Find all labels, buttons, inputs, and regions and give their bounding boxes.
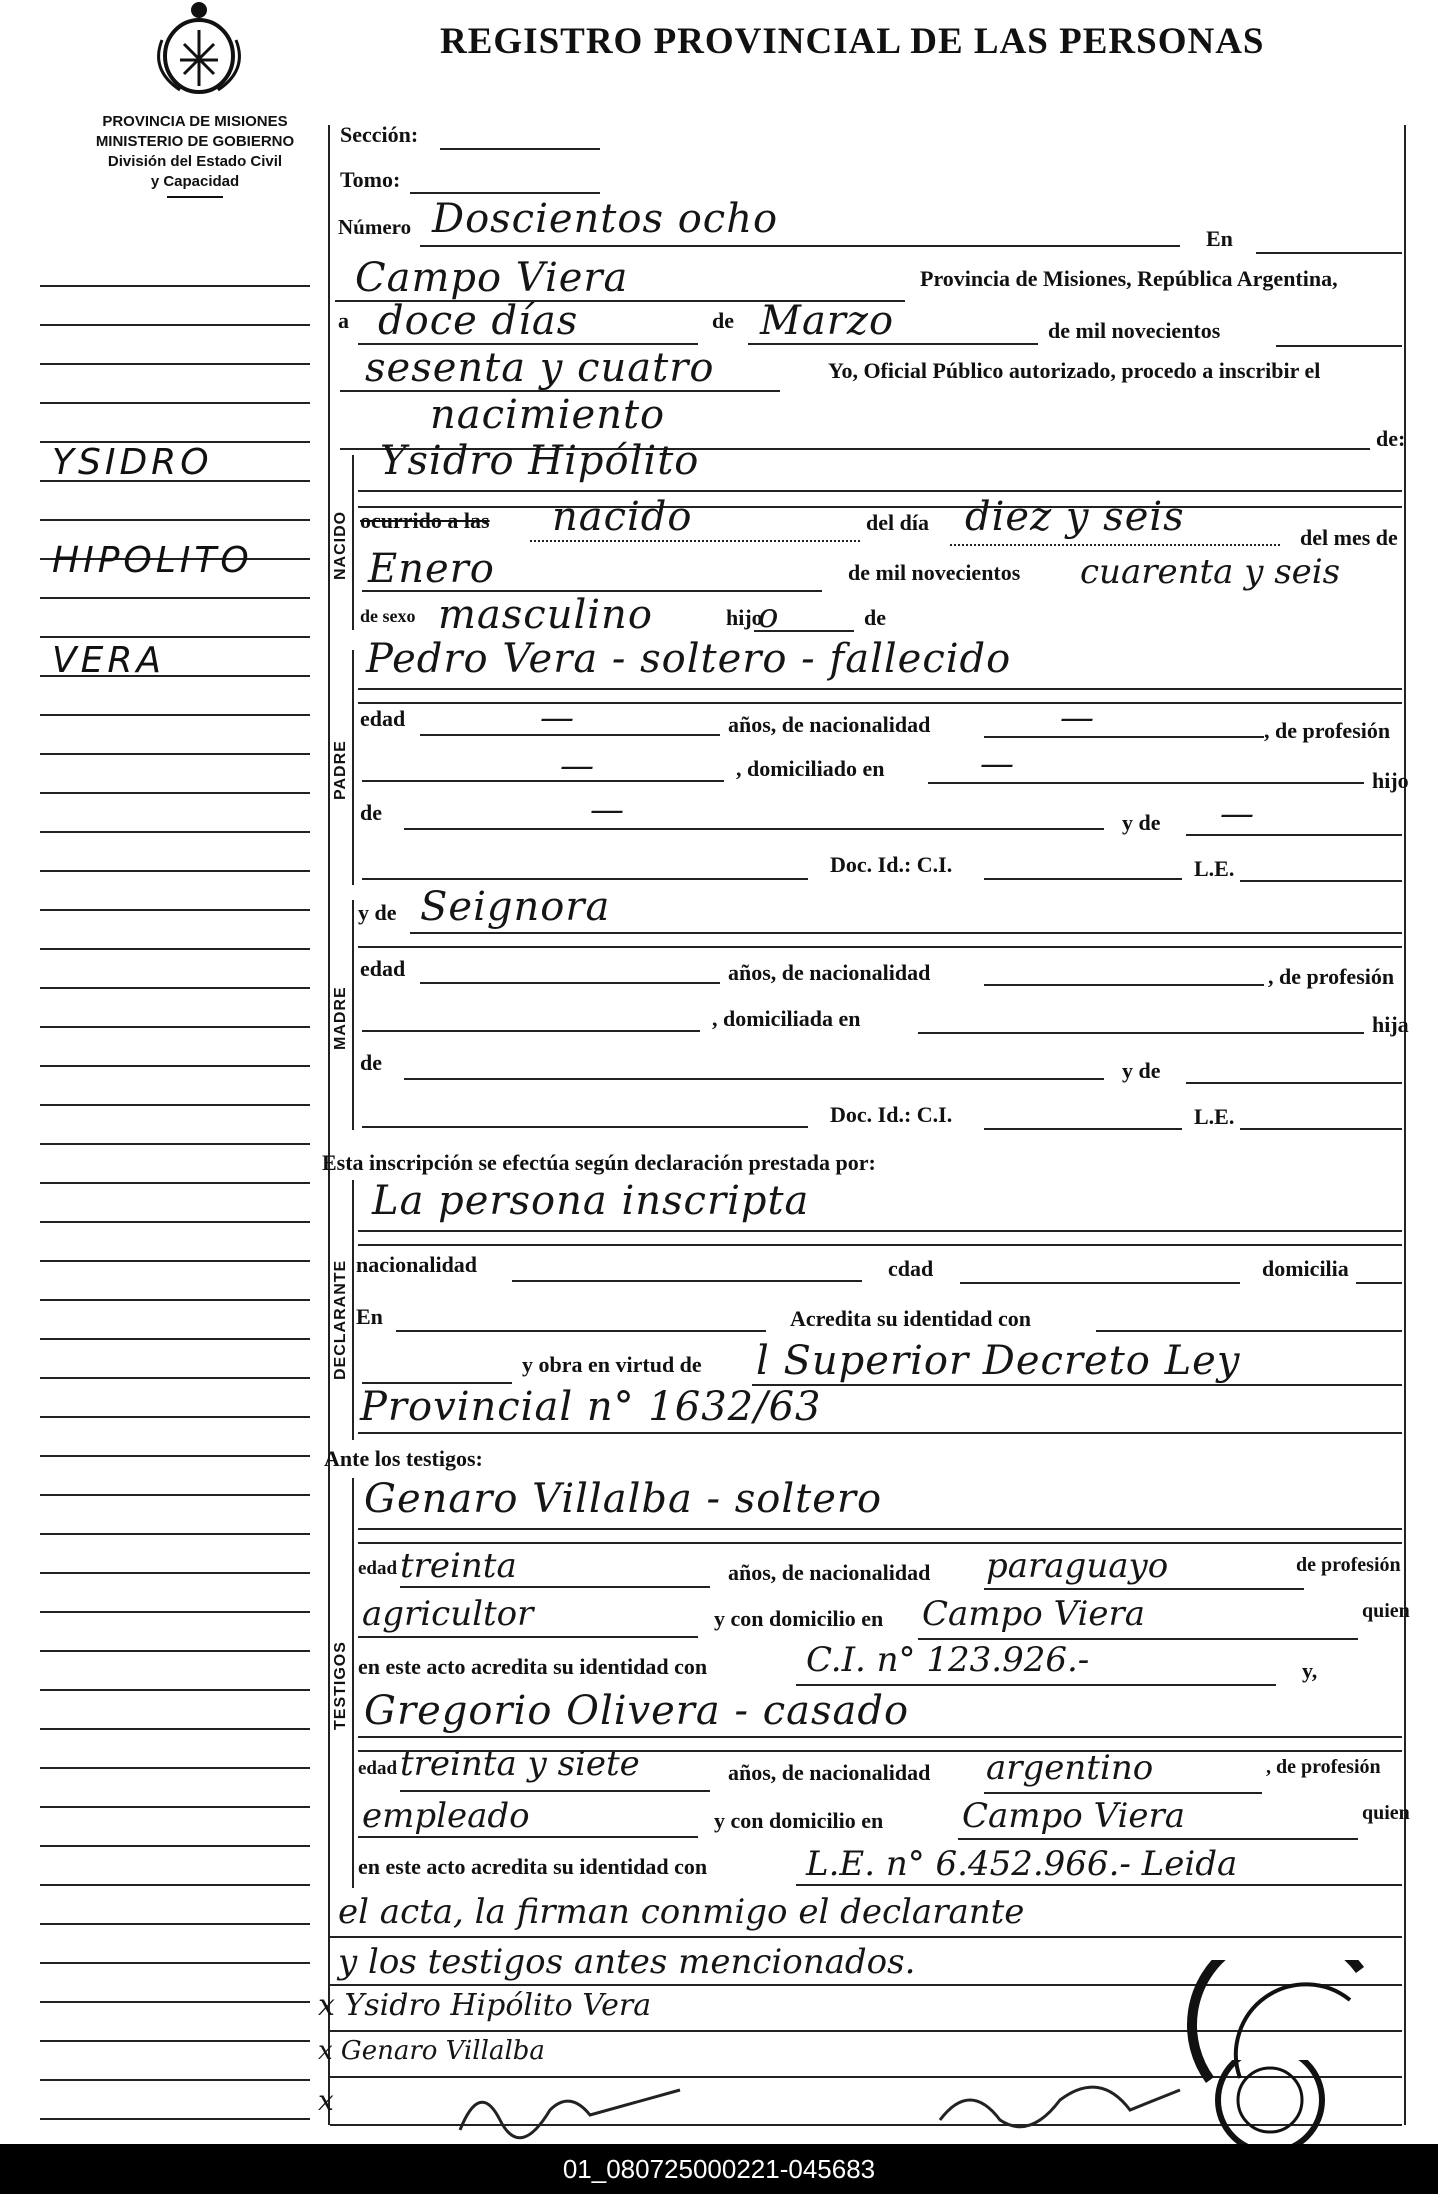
margin-rule-line bbox=[40, 1689, 310, 1691]
con-domicilio-t2-label: y con domicilio en bbox=[714, 1808, 884, 1833]
margin-rule-line bbox=[40, 1884, 310, 1886]
acto-value: nacimiento bbox=[430, 392, 666, 438]
margin-rule-line bbox=[40, 1182, 310, 1184]
le-label: L.E. bbox=[1194, 856, 1235, 881]
en-label: En bbox=[1206, 226, 1233, 251]
y-de-label: y de bbox=[1122, 810, 1161, 835]
t1-nac-value: paraguayo bbox=[986, 1546, 1169, 1586]
margin-rule-line bbox=[40, 597, 310, 599]
margin-rule-line bbox=[40, 2040, 310, 2042]
firma-declarante: x Ysidro Hipólito Vera bbox=[318, 1988, 652, 2023]
mes-line bbox=[748, 343, 1038, 345]
margin-rule-line bbox=[40, 1806, 310, 1808]
margin-rule-line bbox=[40, 1338, 310, 1340]
nombre-value: Ysidro Hipólito bbox=[380, 438, 700, 484]
hija-label: hija bbox=[1372, 1012, 1409, 1037]
numero-value: Doscientos ocho bbox=[432, 196, 779, 242]
testigo-2-line bbox=[358, 1736, 1402, 1738]
frame-left-line bbox=[328, 125, 330, 2125]
margin-rule-line bbox=[40, 1494, 310, 1496]
dash-mark: — bbox=[560, 746, 594, 786]
nacionalidad-label: nacionalidad bbox=[356, 1252, 478, 1277]
de-colon-label: de: bbox=[1376, 426, 1406, 451]
margin-rule-line bbox=[40, 870, 310, 872]
declarante-value: La persona inscripta bbox=[372, 1178, 810, 1224]
nombre-line-2 bbox=[358, 506, 1402, 508]
provincia-label: Provincia de Misiones, República Argentina, bbox=[920, 266, 1338, 291]
nacido-section-label: NACIDO bbox=[332, 510, 349, 580]
esta-inscripcion-label: Esta inscripción se efectúa según declaración prestada por: bbox=[322, 1150, 876, 1175]
margin-rule-line bbox=[40, 636, 310, 638]
nacionalidad-line bbox=[512, 1280, 862, 1282]
de-madre-label: de bbox=[360, 1050, 382, 1075]
de-label: de bbox=[712, 308, 734, 333]
lugar-value: Campo Viera bbox=[355, 255, 629, 301]
hora-value: nacido bbox=[552, 494, 693, 540]
anos-nac-label: años, de nacionalidad bbox=[728, 712, 931, 737]
document-title: REGISTRO PROVINCIAL DE LAS PERSONAS bbox=[440, 21, 1265, 62]
madre-line-2 bbox=[358, 946, 1402, 948]
margin-rule-line bbox=[40, 1299, 310, 1301]
profesion-madre-line bbox=[362, 1030, 700, 1032]
prof-t1-line bbox=[358, 1636, 698, 1638]
profesion-t2-label: , de profesión bbox=[1266, 1756, 1381, 1778]
seccion-line bbox=[440, 148, 600, 150]
issuing-agency bbox=[60, 112, 330, 198]
ante-testigos-label: Ante los testigos: bbox=[324, 1446, 483, 1471]
agency-line: y Capacidad bbox=[150, 173, 240, 190]
margin-rule-line bbox=[40, 324, 310, 326]
cdad-line bbox=[960, 1282, 1240, 1284]
profesion-t1-label: de profesión bbox=[1296, 1554, 1401, 1576]
en-line bbox=[1256, 252, 1402, 254]
y-de-madre-label: y de bbox=[358, 900, 397, 925]
del-mes-label: del mes de bbox=[1300, 525, 1398, 550]
hijo-value: o bbox=[758, 596, 779, 636]
acredita-label: Acredita su identidad con bbox=[790, 1306, 1032, 1331]
dia-value: doce días bbox=[378, 298, 579, 344]
y-de-madre-line bbox=[1186, 1082, 1402, 1084]
margin-name-1: YSIDRO bbox=[52, 442, 213, 483]
de-padre-line bbox=[404, 828, 1104, 830]
de-madre-line bbox=[404, 1078, 1104, 1080]
divider bbox=[167, 196, 223, 198]
decreto-2-line bbox=[358, 1432, 1402, 1434]
margin-rule-line bbox=[40, 753, 310, 755]
madre-value: Seignora bbox=[420, 884, 611, 930]
con-domicilio-t1-label: y con domicilio en bbox=[714, 1606, 884, 1631]
t1-doc-value: C.I. n° 123.926.- bbox=[806, 1640, 1090, 1680]
quien-t2-label: quien bbox=[1362, 1802, 1410, 1824]
anio-value: sesenta y cuatro bbox=[365, 345, 715, 391]
edad-t2-line bbox=[400, 1790, 710, 1792]
agency-line: División del Estado Civil bbox=[107, 153, 283, 170]
declarante-line bbox=[358, 1230, 1402, 1232]
declarante-bracket bbox=[352, 1180, 354, 1440]
doc-id-label: Doc. Id.: C.I. bbox=[830, 852, 953, 877]
acredita-t2-label: en este acto acredita su identidad con bbox=[358, 1854, 708, 1879]
margin-rule-line bbox=[40, 1377, 310, 1379]
edad-label: edad bbox=[360, 706, 406, 731]
margin-rule-line bbox=[40, 987, 310, 989]
margin-rule-line bbox=[40, 2079, 310, 2081]
ci-madre-line bbox=[984, 1128, 1182, 1130]
le-madre-line bbox=[1240, 1128, 1402, 1130]
margin-rule-line bbox=[40, 1026, 310, 1028]
margin-rule-line bbox=[40, 792, 310, 794]
cierre-1: el acta, la firman conmigo el declarante bbox=[338, 1892, 1025, 1932]
dash-mark: — bbox=[980, 744, 1014, 784]
margin-rule-line bbox=[40, 285, 310, 287]
tomo-line bbox=[410, 192, 600, 194]
y-de-madre-2-label: y de bbox=[1122, 1058, 1161, 1083]
madre-bracket bbox=[352, 900, 354, 1130]
doc-line bbox=[362, 878, 808, 880]
domicilia-line bbox=[1356, 1282, 1402, 1284]
de-sexo-label: de sexo bbox=[360, 606, 416, 626]
profesion-madre-label: , de profesión bbox=[1268, 964, 1395, 989]
testigo-1-value: Genaro Villalba - soltero bbox=[364, 1476, 883, 1522]
margin-rule-line bbox=[40, 1923, 310, 1925]
edad-t2-label: edad bbox=[358, 1758, 398, 1779]
margin-name-2: HIPOLITO bbox=[52, 540, 253, 581]
t2-dom-value: Campo Viera bbox=[962, 1796, 1186, 1836]
padre-value: Pedro Vera - soltero - fallecido bbox=[366, 636, 1012, 682]
document-id-footer: 01_080725000221-045683 bbox=[0, 2144, 1438, 2194]
anos-nac-madre-label: años, de nacionalidad bbox=[728, 960, 931, 985]
padre-section-label: PADRE bbox=[332, 740, 349, 800]
ci-line bbox=[984, 878, 1182, 880]
margin-rule-line bbox=[40, 831, 310, 833]
margin-rule-line bbox=[40, 1962, 310, 1964]
nac-t1-line bbox=[984, 1588, 1304, 1590]
acredita-line bbox=[1096, 1330, 1402, 1332]
mil-novecientos-2-label: de mil novecientos bbox=[848, 560, 1021, 585]
nac-line bbox=[984, 736, 1264, 738]
sexo-value: masculino bbox=[438, 592, 653, 638]
margin-rule-line bbox=[40, 519, 310, 521]
profesion-label: , de profesión bbox=[1264, 718, 1391, 743]
numero-label: Número bbox=[338, 215, 412, 239]
hijo-line bbox=[754, 630, 854, 632]
coat-of-arms-icon bbox=[140, 0, 258, 96]
dia-nac-value: diez y seis bbox=[965, 494, 1185, 540]
margin-rule-line bbox=[40, 2118, 310, 2120]
agency-line: MINISTERIO DE GOBIERNO bbox=[95, 133, 295, 150]
t2-prof-value: empleado bbox=[362, 1796, 530, 1836]
margin-rule-line bbox=[40, 1221, 310, 1223]
tomo-label: Tomo: bbox=[340, 167, 401, 192]
margin-rule-line bbox=[40, 363, 310, 365]
numero-line bbox=[420, 245, 1180, 247]
le-madre-label: L.E. bbox=[1194, 1104, 1235, 1129]
cdad-label: cdad bbox=[888, 1256, 934, 1281]
testigos-bracket bbox=[352, 1478, 354, 1888]
dash-mark: — bbox=[540, 698, 574, 738]
en-decl-label: En bbox=[356, 1304, 383, 1329]
mes-nac-value: Enero bbox=[368, 546, 495, 592]
margin-rule-line bbox=[40, 1455, 310, 1457]
t2-doc-value: L.E. n° 6.452.966.- Leida bbox=[806, 1844, 1238, 1884]
domicilio-madre-line bbox=[918, 1032, 1364, 1034]
padre-bracket bbox=[352, 650, 354, 885]
nombre-line bbox=[358, 490, 1402, 492]
margin-rule-line bbox=[40, 1650, 310, 1652]
margin-rule-line bbox=[40, 948, 310, 950]
edad-t1-label: edad bbox=[358, 1558, 398, 1579]
anos-nac-t1-label: años, de nacionalidad bbox=[728, 1560, 931, 1585]
domicilia-label: domicilia bbox=[1262, 1256, 1349, 1281]
y-de-line bbox=[1186, 834, 1402, 836]
margin-rule-line bbox=[40, 1611, 310, 1613]
margin-rule-line bbox=[40, 1845, 310, 1847]
domiciliado-label: , domiciliado en bbox=[736, 756, 885, 781]
a-label: a bbox=[338, 308, 349, 333]
nac-madre-line bbox=[984, 984, 1264, 986]
margin-rule-line bbox=[40, 2001, 310, 2003]
profesion-line bbox=[362, 780, 724, 782]
t2-edad-value: treinta y siete bbox=[400, 1744, 640, 1784]
mil-novecientos-label: de mil novecientos bbox=[1048, 318, 1221, 343]
testigo-1-line bbox=[358, 1528, 1402, 1530]
testigos-section-label: TESTIGOS bbox=[332, 1641, 349, 1730]
de-padre-label: de bbox=[360, 800, 382, 825]
declarante-line-2 bbox=[358, 1244, 1402, 1246]
dash-mark: — bbox=[1060, 698, 1094, 738]
declarante-section-label: DECLARANTE bbox=[332, 1259, 349, 1380]
decreto-line bbox=[752, 1384, 1402, 1386]
margin-rule-line bbox=[40, 909, 310, 911]
mil-line bbox=[1276, 345, 1402, 347]
cierre-line-1 bbox=[330, 1936, 1402, 1938]
doc-id-madre-label: Doc. Id.: C.I. bbox=[830, 1102, 953, 1127]
nacido-bracket bbox=[352, 455, 354, 630]
decreto-2-value: Provincial n° 1632/63 bbox=[360, 1384, 822, 1430]
testigo-1-line-2 bbox=[358, 1542, 1402, 1544]
margin-rule-line bbox=[40, 1065, 310, 1067]
hijo-label: hijo bbox=[726, 605, 763, 630]
domiciliada-label: , domiciliada en bbox=[712, 1006, 861, 1031]
dom-t2-line bbox=[958, 1838, 1358, 1840]
margin-rule-line bbox=[40, 1728, 310, 1730]
firma-testigo-1: x Genaro Villalba bbox=[318, 2036, 545, 2066]
firma-testigo-2: x bbox=[318, 2084, 334, 2117]
de-label-2: de bbox=[864, 605, 886, 630]
margin-rule-line bbox=[40, 1572, 310, 1574]
margin-rule-line bbox=[40, 1260, 310, 1262]
t2-nac-value: argentino bbox=[986, 1748, 1154, 1788]
doc-t1-line bbox=[796, 1684, 1276, 1686]
le-line bbox=[1240, 880, 1402, 882]
prof-t2-line bbox=[358, 1836, 698, 1838]
y-comma-label: y, bbox=[1302, 1658, 1318, 1683]
mes-value: Marzo bbox=[760, 298, 895, 344]
edad-madre-line bbox=[420, 982, 720, 984]
margin-rule-line bbox=[40, 1767, 310, 1769]
frame-right-line bbox=[1404, 125, 1406, 2125]
margin-rule-line bbox=[40, 1533, 310, 1535]
hora-line bbox=[530, 540, 860, 542]
dash-mark: — bbox=[1220, 794, 1254, 834]
margin-rule-line bbox=[40, 714, 310, 716]
official-stamp-icon bbox=[1180, 1960, 1400, 2090]
del-dia-label: del día bbox=[866, 510, 929, 535]
decreto-value: l Superior Decreto Ley bbox=[756, 1338, 1241, 1384]
margin-rule-line bbox=[40, 1104, 310, 1106]
dash-mark: — bbox=[590, 790, 624, 830]
t1-edad-value: treinta bbox=[400, 1546, 517, 1586]
edad-t1-line bbox=[400, 1586, 710, 1588]
testigo-2-value: Gregorio Olivera - casado bbox=[364, 1688, 910, 1734]
agency-line: PROVINCIA DE MISIONES bbox=[102, 113, 288, 130]
ocurrido-label: ocurrido a las bbox=[360, 508, 490, 533]
edad-madre-label: edad bbox=[360, 956, 406, 981]
nac-t2-line bbox=[984, 1792, 1262, 1794]
seccion-label: Sección: bbox=[340, 122, 419, 147]
padre-line-2 bbox=[358, 702, 1402, 704]
madre-line bbox=[410, 932, 1402, 934]
margin-name-3: VERA bbox=[52, 640, 166, 681]
quien-t1-label: quien bbox=[1362, 1600, 1410, 1622]
dia-nac-line bbox=[950, 544, 1280, 546]
cierre-2: y los testigos antes mencionados. bbox=[338, 1942, 916, 1982]
margin-rule-line bbox=[40, 1143, 310, 1145]
doc-t2-line bbox=[796, 1884, 1402, 1886]
anio-nac-value: cuarenta y seis bbox=[1080, 552, 1341, 592]
hijo-padre-label: hijo bbox=[1372, 768, 1409, 793]
madre-section-label: MADRE bbox=[332, 986, 349, 1050]
margin-rule-line bbox=[40, 1416, 310, 1418]
t1-prof-value: agricultor bbox=[362, 1594, 534, 1634]
anos-nac-t2-label: años, de nacionalidad bbox=[728, 1760, 931, 1785]
doc-madre-line bbox=[362, 1126, 808, 1128]
oficial-label: Yo, Oficial Público autorizado, procedo a inscribir el bbox=[828, 358, 1321, 383]
margin-rule-line bbox=[40, 402, 310, 404]
obra-virtud-label: y obra en virtud de bbox=[522, 1352, 702, 1377]
t1-dom-value: Campo Viera bbox=[922, 1594, 1146, 1634]
acredita-t1-label: en este acto acredita su identidad con bbox=[358, 1654, 708, 1679]
padre-line bbox=[358, 688, 1402, 690]
en-decl-line bbox=[396, 1330, 766, 1332]
